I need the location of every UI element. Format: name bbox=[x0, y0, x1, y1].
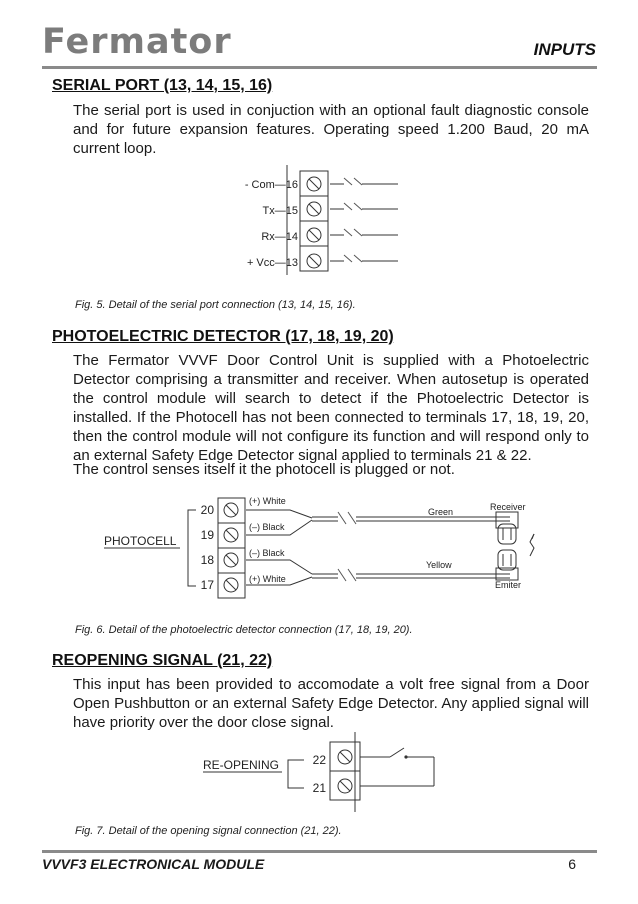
svg-text:19: 19 bbox=[200, 528, 214, 542]
green-cable-label: Green bbox=[428, 507, 454, 517]
svg-text:Tx—15: Tx—15 bbox=[262, 205, 298, 217]
serial-terminal-13 bbox=[247, 254, 398, 269]
photo-paragraph: The Fermator VVVF Door Control Unit is supplied with a Photoelectric Detector comprising a transmitter and receiver. When autosetup is operated the control module will search to detect if the Photoelectric Detector is installed. If the Photocell has not been connected to terminals 17, 18, 19, 20, then the control module will not configure its function and will respond only to an external Safety Edge Detector signal applied to terminals 21 & 22. bbox=[73, 352, 589, 464]
photo-terminal-18 bbox=[201, 548, 285, 567]
emitter-icon bbox=[495, 550, 521, 590]
serial-terminal-14 bbox=[261, 228, 398, 246]
footer-rule bbox=[42, 850, 597, 853]
svg-text:(+) White: (+) White bbox=[249, 574, 286, 584]
receiver-icon bbox=[490, 502, 526, 544]
svg-text:Emiter: Emiter bbox=[495, 580, 522, 590]
fig5-caption: Fig. 5. Detail of the serial port connection (13, 14, 15, 16). bbox=[75, 299, 356, 311]
svg-text:(–) Black: (–) Black bbox=[249, 548, 285, 558]
reopen-paragraph: This input has been provided to accomodate a volt free signal from a Door Open Pushbutton or an external Safety Edge Detector. Any applied signal will have priority over the door close signal. bbox=[73, 676, 589, 731]
svg-text:22: 22 bbox=[312, 753, 326, 767]
photo-terminal-20 bbox=[201, 496, 286, 517]
reopen-heading: REOPENING SIGNAL (21, 22) bbox=[52, 652, 273, 669]
reopen-terminal-22 bbox=[313, 750, 352, 767]
svg-text:(–) Black: (–) Black bbox=[249, 522, 285, 532]
header-rule bbox=[42, 66, 597, 69]
page-number: 6 bbox=[568, 856, 576, 872]
serial-terminal-15 bbox=[263, 202, 398, 221]
photocell-diagram bbox=[0, 490, 638, 605]
photo-heading: PHOTOELECTRIC DETECTOR (17, 18, 19, 20) bbox=[52, 328, 394, 345]
svg-text:18: 18 bbox=[200, 553, 214, 567]
pushbutton-switch-icon bbox=[360, 748, 434, 786]
svg-text:(+) White: (+) White bbox=[249, 496, 286, 506]
photo-terminal-17 bbox=[201, 574, 286, 592]
serial-heading: SERIAL PORT (13, 14, 15, 16) bbox=[52, 77, 273, 94]
fermator-logo: Fermator bbox=[42, 22, 232, 62]
serial-terminal-16 bbox=[245, 177, 398, 196]
photo-paragraph-2: The control senses itself it the photocell is plugged or not. bbox=[73, 461, 455, 478]
svg-text:- Com—16: - Com—16 bbox=[244, 179, 298, 191]
reopening-diagram bbox=[0, 732, 638, 812]
photo-terminal-19 bbox=[201, 522, 285, 542]
serial-paragraph: The serial port is used in conjuction with an optional fault diagnostic console and for future expansion features. Operating speed 1.200 Baud, 20 mA current loop. bbox=[73, 102, 589, 157]
svg-text:+ Vcc—13: + Vcc—13 bbox=[246, 257, 298, 269]
svg-text:17: 17 bbox=[200, 578, 214, 592]
svg-text:Rx—14: Rx—14 bbox=[261, 231, 298, 243]
serial-port-diagram bbox=[0, 165, 638, 275]
fig6-caption: Fig. 6. Detail of the photoelectric detector connection (17, 18, 19, 20). bbox=[75, 624, 413, 636]
footer-title: VVVF3 ELECTRONICAL MODULE bbox=[42, 856, 265, 872]
svg-text:Receiver: Receiver bbox=[490, 502, 526, 512]
photocell-label: PHOTOCELL bbox=[104, 534, 177, 548]
section-title: INPUTS bbox=[533, 40, 596, 59]
reopen-terminal-21 bbox=[313, 779, 352, 795]
svg-text:21: 21 bbox=[312, 781, 326, 795]
svg-text:20: 20 bbox=[200, 503, 214, 517]
fig7-caption: Fig. 7. Detail of the opening signal connection (21, 22). bbox=[75, 825, 342, 837]
reopening-label: RE-OPENING bbox=[203, 758, 280, 772]
yellow-cable-label: Yellow bbox=[426, 560, 452, 570]
